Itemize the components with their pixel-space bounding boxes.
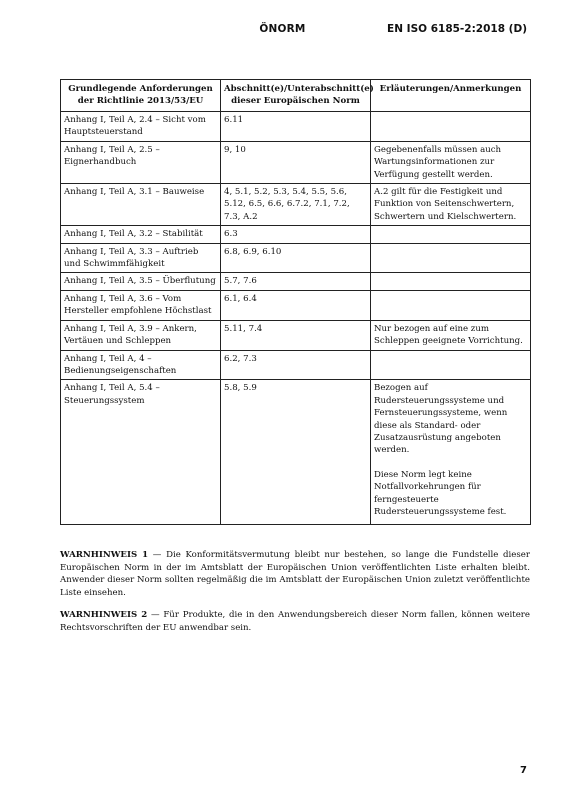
remarks-cell [371, 380, 531, 525]
clauses-cell: 4, 5.1, 5.2, 5.3, 5.4, 5.5, 5.6, 5.12, 6.5, 6.6, 6.7.2, 7.1, 7.2, 7.3, A.2 [221, 184, 371, 226]
warning-note-1 [60, 549, 530, 599]
requirement-cell: Anhang I, Teil A, 3.2 – Stabilität [61, 226, 221, 243]
clauses-cell: 6.1, 6.4 [221, 290, 371, 320]
clauses-cell: 6.8, 6.9, 6.10 [221, 243, 371, 273]
table-row [61, 380, 531, 525]
remarks-cell [371, 290, 531, 320]
clauses-cell: 6.11 [221, 112, 371, 142]
remarks-cell [371, 243, 531, 273]
remarks-cell [371, 350, 531, 380]
table-row [61, 350, 531, 380]
table-row [61, 243, 531, 273]
clauses-cell: 5.11, 7.4 [221, 320, 371, 350]
remarks-text: Bezogen auf Rudersteuerungssysteme und Fernsteuerungssysteme, wenn diese als Standard- oder Zusatzausrüstung angeboten werden. [374, 383, 508, 456]
standard-body-header: ÖNORM [259, 23, 306, 35]
requirement-cell: Anhang I, Teil A, 3.1 – Bauweise [61, 184, 221, 226]
warning-text: — Für Produkte, die in den Anwendungsbereich dieser Norm fallen, können weitere Rechtsvorschriften der EU anwendbar sein. [60, 610, 530, 633]
warning-note-2 [60, 609, 530, 634]
table-row [61, 290, 531, 320]
document-number-header: EN ISO 6185-2:2018 (D) [387, 23, 527, 35]
table-row [61, 184, 531, 226]
clauses-cell: 6.3 [221, 226, 371, 243]
requirement-cell: Anhang I, Teil A, 2.4 – Sicht vom Hauptsteuerstand [61, 112, 221, 142]
clauses-cell: 6.2, 7.3 [221, 350, 371, 380]
requirements-table [60, 79, 531, 525]
column-header-requirements: Grundlegende Anforderungen der Richtlinie 2013/53/EU [61, 80, 221, 112]
warning-text: — Die Konformitätsvermutung bleibt nur bestehen, so lange die Fundstelle dieser Europäischen Norm in der im Amtsblatt der Europäischen Union veröffentlichten Liste erhalten bleibt. Anwender dieser Norm sollten regelmäßig die im Amtsblatt der Europäischen Union zuletzt veröffentlichte Liste einsehen. [60, 550, 530, 598]
remarks-cell [371, 226, 531, 243]
remarks-extra-note: Diese Norm legt keine Notfallvorkehrungen für ferngesteuerte Rudersteuerungssysteme fest. [374, 469, 507, 517]
requirement-cell: Anhang I, Teil A, 3.3 – Auftrieb und Schwimmfähigkeit [61, 243, 221, 273]
requirement-cell: Anhang I, Teil A, 3.9 – Ankern, Vertäuen und Schleppen [61, 320, 221, 350]
table-row [61, 226, 531, 243]
remarks-cell: Gegebenenfalls müssen auch Wartungsinformationen zur Verfügung gestellt werden. [371, 141, 531, 183]
clauses-cell: 5.7, 7.6 [221, 273, 371, 290]
column-header-remarks: Erläuterungen/Anmerkungen [371, 80, 531, 112]
remarks-cell [371, 273, 531, 290]
requirement-cell: Anhang I, Teil A, 5.4 – Steuerungssystem [61, 380, 221, 525]
table-row [61, 273, 531, 290]
remarks-cell [371, 112, 531, 142]
table-row [61, 141, 531, 183]
requirement-cell: Anhang I, Teil A, 4 – Bedienungseigenschaften [61, 350, 221, 380]
page-number: 7 [520, 765, 527, 776]
requirement-cell: Anhang I, Teil A, 3.6 – Vom Hersteller empfohlene Höchstlast [61, 290, 221, 320]
table-row [61, 112, 531, 142]
warning-label: WARNHINWEIS 2 [60, 610, 148, 620]
remarks-cell: A.2 gilt für die Festigkeit und Funktion von Seitenschwertern, Schwertern und Kielschwertern. [371, 184, 531, 226]
clauses-cell: 5.8, 5.9 [221, 380, 371, 525]
table-row [61, 320, 531, 350]
column-header-clauses: Abschnitt(e)/Unterabschnitt(e) dieser Europäischen Norm [221, 80, 371, 112]
table-header-row [61, 80, 531, 112]
remarks-cell: Nur bezogen auf eine zum Schleppen geeignete Vorrichtung. [371, 320, 531, 350]
requirement-cell: Anhang I, Teil A, 3.5 – Überflutung [61, 273, 221, 290]
clauses-cell: 9, 10 [221, 141, 371, 183]
warning-label: WARNHINWEIS 1 [60, 550, 149, 560]
requirement-cell: Anhang I, Teil A, 2.5 – Eignerhandbuch [61, 141, 221, 183]
